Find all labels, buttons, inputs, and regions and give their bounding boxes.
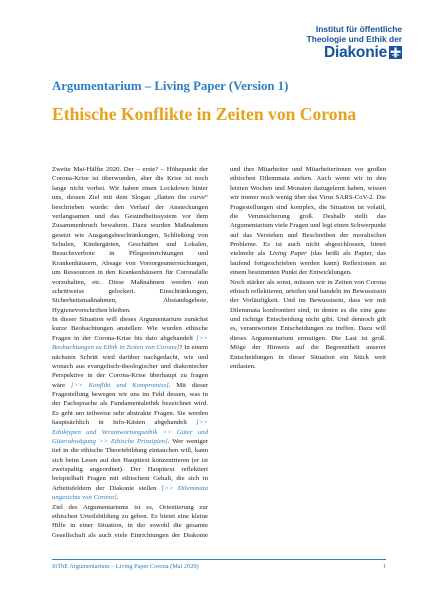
diakonie-cross-icon xyxy=(389,46,402,59)
document-title: Ethische Konflikte in Zeiten von Corona xyxy=(52,104,357,124)
link-dilemmata[interactable]: [>> Dilemmata angesichts von Corona] xyxy=(52,484,208,502)
paragraph-goal: Ziel des Argumentariums ist es, Orientierung zur ethischen Urteilsbildung zu geben. Es bietet eine kleine Hilfe in einer Situation, in der sowohl die gesamte Gesellschaft als auch viele Einrichtungen der Diakonie und ihre Mitarbeiter und Mitarbeiterinnen vor großen ethischen Dilemmata stehen. Auch wenn wir in den letzten Wochen und Monaten dazugelernt haben, wissen wir immer noch wenig über das Virus SARS-CoV-2. Die Fragestellungen sind komplex, die Situation ist volatil, die Verunsicherung groß. Deshalb stellt das Argumentarium viele Fragen und legt einen Schwerpunkt auf das Verstehen und Beschreiben der moralischen Probleme. Es ist auch nicht abgeschlossen, bietet vielmehr als Living Paper (das heißt als Papier, das laufend fortgeschrieben werden kann) Reflexionen an einem bestimmten Punkt der Entwicklungen. xyxy=(52,166,386,539)
page-number: 1 xyxy=(382,563,386,570)
logo-line-1: Institut für öffentliche xyxy=(315,24,402,34)
footer-citation: IöThE Argumentarium – Living Paper Corona (Mai 2020) xyxy=(52,563,199,570)
link-beobachtungen[interactable]: [>> Beobachtungen zu Ethik in Zeiten von Corona] xyxy=(52,334,208,352)
footer-divider xyxy=(52,559,386,560)
link-konflikt-kompromiss[interactable]: [>> Konflikt und Kompromiss] xyxy=(70,381,169,389)
link-ethiktypen[interactable]: [>> Ethiktypen und Verantwortungsethik >> Güter und Güterabwägung >> Ethische Prinzipien] xyxy=(52,419,208,445)
body-text xyxy=(52,165,386,545)
paragraph-purpose: In dieser Situation will dieses Argumentarium zunächst kurze Beobachtungen anstellen: Wie wurden ethische Fragen in der Corona-Krise bis dato abgehandelt [>> Beobachtungen zu Ethik in Zeiten von Corona]? In einem nächsten Schritt wird darüber nachgedacht, wie und wonach aus evangelisch-theologischer und diakonischer Perspektive in der Corona-Krise überhaupt zu fragen wäre [>> Konflikt und Kompromiss]. Mit dieser Fragestellung bewegen wir uns im Feld dessen, was in der Fachsprache als Fundamentalethik bezeichnet wird. Es geht um teilweise sehr abstrakte Fragen. Sie werden hauptsächlich in Info-Kästen abgehandelt [>> Ethiktypen und Verantwortungsethik >> Güter und Güterabwägung >> Ethische Prinzipien]. Wer weniger tief in die ethische Theoriebildung eintauchen will, kann sich beim Lesen auf den Haupttext konzentrieren (er ist zweispaltig angeordnet). Der Haupttext reflektiert beispielhaft Fragen mit ethischem Gehalt, die sich in Arbeitsfeldern der Diakonie stellen [>> Dilemmata angesichts von Corona]. xyxy=(52,316,208,502)
logo-line-2: Theologie und Ethik der xyxy=(306,34,402,44)
paragraph-closing: Noch stärker als sonst, müssen wir in Zeiten von Corona ethisch reflektieren, urteilen und handeln im Bewusstsein der Vorläufigkeit. Und im Bewusstsein, dass wir mit Dilemmata konfrontiert sind, in denen es die eine gute und richtige Entscheidung nicht gibt. Und dennoch gilt es, verantwortete Entscheidungen zu treffen. Dazu will dieses Argumentarium ermutigen. Die Last ist groß. Möge der Hinweis auf die Begrenztheit unserer Entscheidungen in dieser Situation ein Stück weit entlasten. xyxy=(230,278,386,370)
logo-wordmark: Diakonie xyxy=(323,44,387,61)
document-subtitle: Argumentarium – Living Paper (Version 1) xyxy=(52,79,289,93)
institute-logo xyxy=(260,24,402,64)
paragraph-intro: Zweite Mai-Hälfte 2020. Der – erste? – Höhepunkt der Corona-Krise ist überwunden, aber die Krise ist noch lange nicht vorbei. Wir haben einen Lockdown hinter uns, dessen Ziel mit dem Slogan „flatten the curve“ beschrieben wurde: den Verlauf der Ansteckungen verlangsamen und das Gesundheitssystem vor dem Zusammenbruch bewahren. Dazu wurden Maßnahmen gesetzt wie Ausgangsbeschränkungen, Schließung von Schulen, Kindergärten, Geschäften und Lokalen, Besuchsverbote in Pflegeeinrichtungen und Krankenhäusern, Absage von Vorsorgeuntersuchungen, um Ressourcen in den Krankenhäusern für Coronafälle vorzuhalten, etc. Diese Maßnahmen werden nun schrittweise gelockert. Einschränkungen, Sicherheitsmaßnahmen, Abstandsgebote, Hygienevorschriften bleiben. xyxy=(52,166,208,314)
